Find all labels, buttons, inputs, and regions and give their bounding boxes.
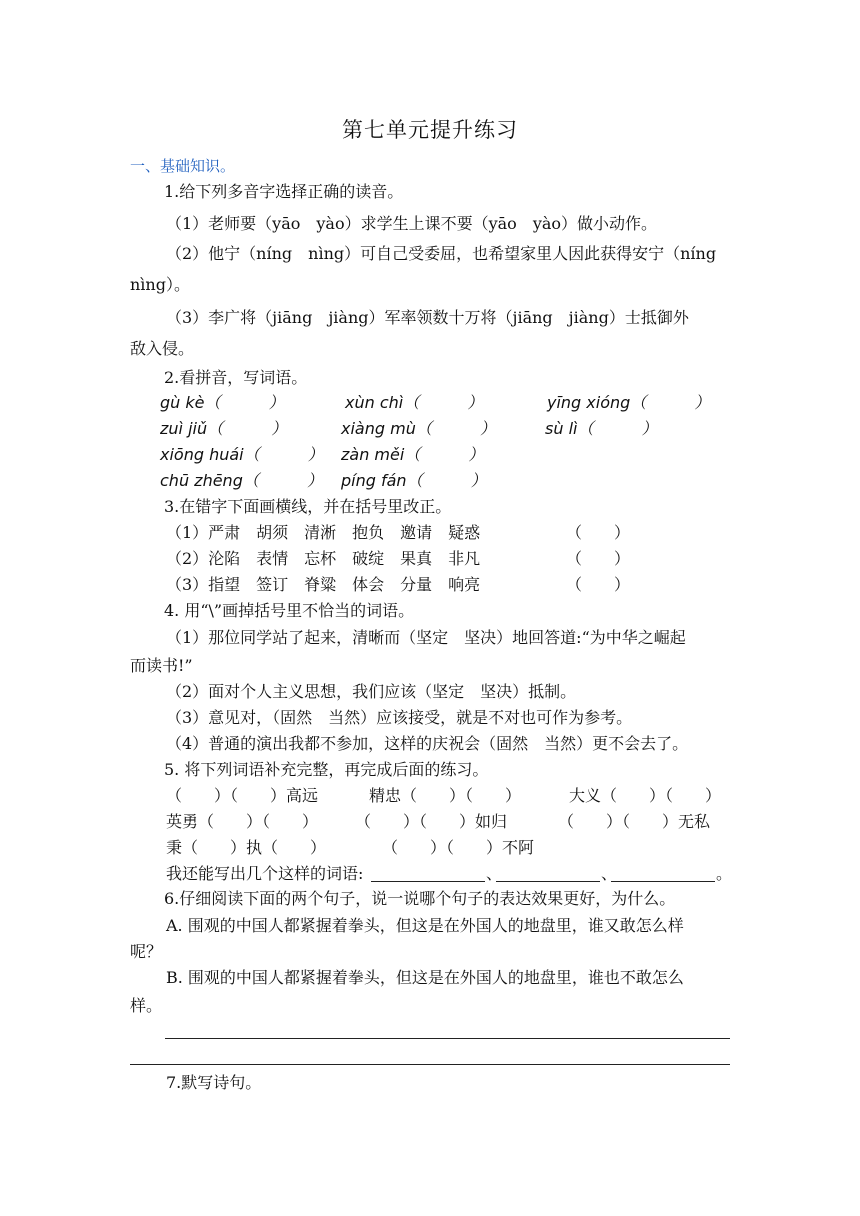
answer-blank: （ ） (566, 523, 631, 542)
idiom-blank: （ ）（ ）无私 (558, 812, 711, 831)
q1-item-2-cont: nìng）。 (130, 275, 190, 294)
idiom-blank: （ ）（ ）不阿 (382, 838, 535, 857)
q3-item-2: （2）沦陷 表情 忘杯 破绽 果真 非凡 (166, 549, 481, 568)
pinyin-item: yīng xióng（ ） (547, 393, 711, 412)
q3-heading: 3.在错字下面画横线，并在括号里改正。 (164, 497, 452, 516)
section-heading: 一、基础知识。 (130, 157, 236, 175)
pinyin-item: sù lì（ ） (545, 419, 658, 438)
write-more-blank-3[interactable] (611, 881, 715, 882)
pinyin-item: píng fán（ ） (341, 471, 487, 490)
q1-item-3: （3）李广将（jiāng jiàng）军率领数十万将（jiāng jiàng）士抵御外 (166, 308, 689, 327)
write-more-label: 我还能写出几个这样的词语: (166, 864, 364, 883)
q4-item-1: （1）那位同学站了起来，清晰而（坚定 坚决）地回答道:“为中华之崛起 (166, 628, 686, 647)
q6-heading: 6.仔细阅读下面的两个句子，说一说哪个句子的表达效果更好，为什么。 (164, 889, 676, 908)
pinyin-item: zàn měi（ ） (341, 445, 485, 464)
period: 。 (716, 864, 733, 883)
q6-sentence-b: B. 围观的中国人都紧握着拳头，但这是在外国人的地盘里，谁也不敢怎么 (166, 968, 684, 987)
answer-line-2[interactable] (130, 1064, 730, 1065)
q1-item-2: （2）他宁（níng nìng）可自己受委屈，也希望家里人因此获得安宁（níng (166, 244, 717, 263)
write-more-blank-1[interactable] (371, 881, 485, 882)
pinyin-item: xùn chì（ ） (345, 393, 484, 412)
separator: 、 (486, 864, 503, 883)
idiom-blank: 秉（ ）执（ ） (166, 838, 327, 857)
idiom-blank: 英勇（ ）（ ） (166, 812, 319, 831)
q7-heading: 7.默写诗句。 (166, 1073, 262, 1092)
q6-sentence-a: A. 围观的中国人都紧握着拳头，但这是在外国人的地盘里，谁又敢怎么样 (166, 916, 684, 935)
q1-item-3-cont: 敌入侵。 (130, 339, 195, 358)
q4-heading: 4. 用“\”画掉括号里不恰当的词语。 (164, 601, 415, 620)
idiom-blank: （ ）（ ）如归 (355, 812, 508, 831)
page-title: 第七单元提升练习 (342, 118, 518, 142)
q4-item-4: （4）普通的演出我都不参加，这样的庆祝会（固然 当然）更不会去了。 (166, 734, 689, 753)
q3-item-3: （3）指望 签订 脊粱 体会 分量 响亮 (166, 575, 481, 594)
q5-heading: 5. 将下列词语补充完整，再完成后面的练习。 (164, 760, 489, 779)
q4-item-1-cont: 而读书!” (130, 656, 193, 675)
answer-blank: （ ） (566, 575, 631, 594)
q4-item-2: （2）面对个人主义思想，我们应该（坚定 坚决）抵制。 (166, 682, 577, 701)
pinyin-item: gù kè（ ） (160, 393, 285, 412)
idiom-blank: （ ）（ ）高远 (166, 786, 319, 805)
q2-heading: 2.看拼音，写词语。 (164, 368, 308, 387)
q6-sentence-a-cont: 呢？ (130, 942, 163, 961)
q6-sentence-b-cont: 样。 (130, 996, 163, 1015)
pinyin-item: xiōng huái（ ） (160, 445, 324, 464)
q1-item-1: （1）老师要（yāo yào）求学生上课不要（yāo yào）做小动作。 (166, 214, 658, 233)
answer-line-1[interactable] (165, 1038, 730, 1039)
q4-item-3: （3）意见对，（固然 当然）应该接受，就是不对也可作为参考。 (166, 708, 633, 727)
q3-item-1: （1）严肃 胡须 清淅 抱负 邀请 疑惑 (166, 523, 481, 542)
idiom-blank: 大义（ ）（ ） (569, 786, 722, 805)
answer-blank: （ ） (566, 549, 631, 568)
pinyin-item: zuì jiǔ（ ） (160, 419, 288, 438)
separator: 、 (601, 864, 618, 883)
pinyin-item: xiàng mù（ ） (341, 419, 496, 438)
q1-heading: 1.给下列多音字选择正确的读音。 (164, 182, 404, 201)
write-more-blank-2[interactable] (496, 881, 600, 882)
idiom-blank: 精忠（ ）（ ） (369, 786, 522, 805)
pinyin-item: chū zhēng（ ） (160, 471, 323, 490)
